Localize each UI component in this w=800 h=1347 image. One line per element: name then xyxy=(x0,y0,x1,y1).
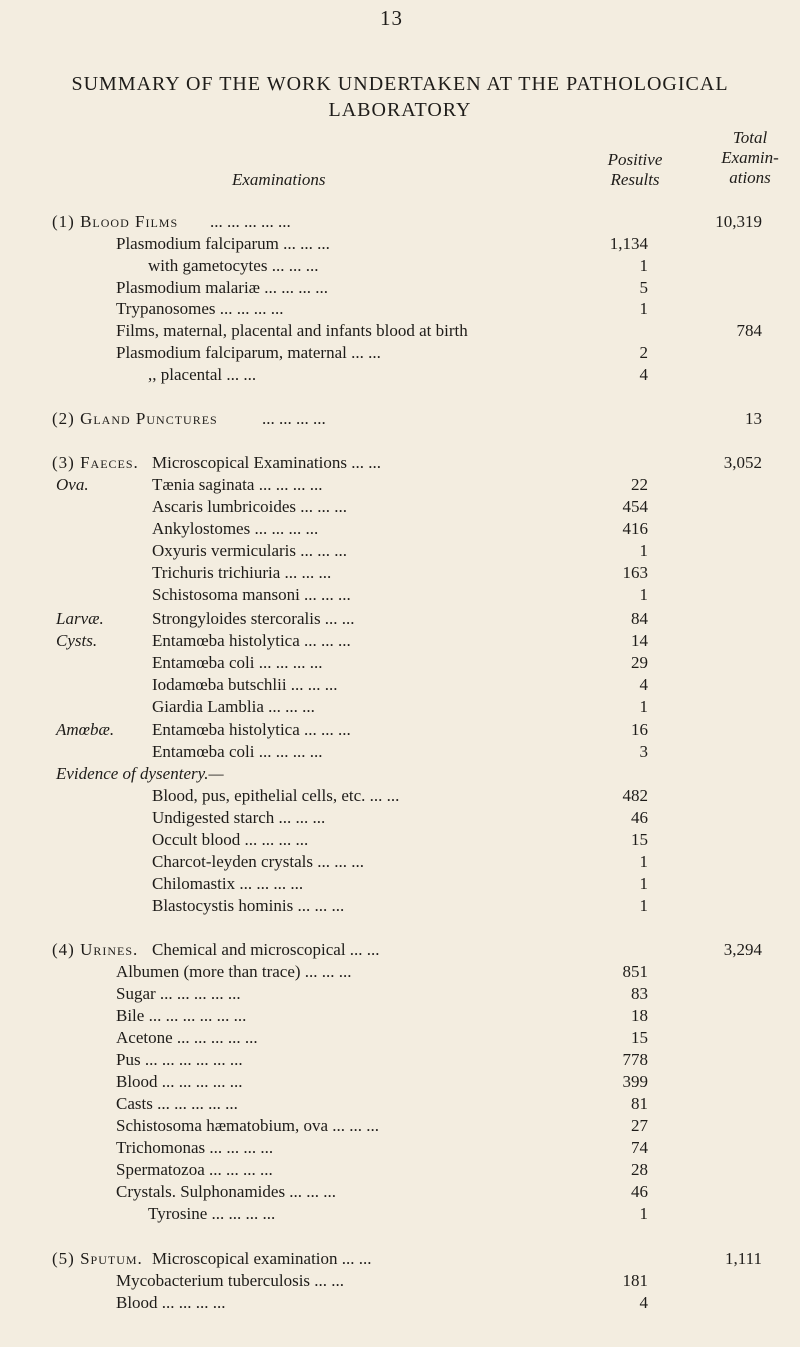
header-total-line2: Examin- xyxy=(721,148,779,167)
positive-results-value: 81 xyxy=(631,1094,648,1113)
row-category: (3) Faeces. xyxy=(52,453,139,472)
table-row xyxy=(0,1071,800,1095)
positive-results-value: 1,134 xyxy=(609,234,648,253)
positive-results-value: 163 xyxy=(622,563,648,582)
table-row xyxy=(0,408,800,432)
table-row xyxy=(0,255,800,279)
positive-results-value: 5 xyxy=(639,278,648,297)
row-label: Pus ... ... ... ... ... ... xyxy=(116,1050,243,1069)
row-category: Evidence of dysentery.— xyxy=(56,764,224,783)
total-examinations-value: 13 xyxy=(745,409,762,428)
table-row xyxy=(0,452,800,476)
table-row xyxy=(0,608,800,632)
table-row xyxy=(0,741,800,765)
table-row xyxy=(0,851,800,875)
header-total-examinations xyxy=(690,128,800,188)
table-row xyxy=(0,961,800,985)
table-row xyxy=(0,1093,800,1117)
header-positive-results xyxy=(580,150,690,190)
row-label: Chilomastix ... ... ... ... xyxy=(152,874,304,893)
table-row xyxy=(0,1027,800,1051)
positive-results-value: 18 xyxy=(631,1006,648,1025)
row-category: (1) Blood Films xyxy=(52,212,179,231)
table-row xyxy=(0,1159,800,1183)
positive-results-value: 399 xyxy=(622,1072,648,1091)
row-category: (2) Gland Punctures xyxy=(52,409,218,428)
row-label: Giardia Lamblia ... ... ... xyxy=(152,697,315,716)
positive-results-value: 1 xyxy=(639,697,648,716)
positive-results-value: 181 xyxy=(622,1271,648,1290)
table-row xyxy=(0,233,800,257)
page-number: 13 xyxy=(380,6,403,30)
positive-results-value: 4 xyxy=(639,365,648,384)
positive-results-value: 1 xyxy=(639,299,648,318)
row-label: ,, placental ... ... xyxy=(148,365,257,384)
row-label: Blood ... ... ... ... ... xyxy=(116,1072,243,1091)
row-label: Strongyloides stercoralis ... ... xyxy=(152,609,355,628)
table-row xyxy=(0,1049,800,1073)
table-row xyxy=(0,298,800,322)
row-label: Tyrosine ... ... ... ... xyxy=(148,1204,276,1223)
row-label: Trichuris trichiuria ... ... ... xyxy=(152,563,332,582)
table-row xyxy=(0,562,800,586)
table-row xyxy=(0,1270,800,1294)
row-label: Crystals. Sulphonamides ... ... ... xyxy=(116,1182,337,1201)
table-row xyxy=(0,696,800,720)
row-label: Oxyuris vermicularis ... ... ... xyxy=(152,541,347,560)
row-label: Blood ... ... ... ... xyxy=(116,1293,226,1312)
table-row xyxy=(0,540,800,564)
row-label: Occult blood ... ... ... ... xyxy=(152,830,309,849)
positive-results-value: 454 xyxy=(622,497,648,516)
row-label: Tænia saginata ... ... ... ... xyxy=(152,475,323,494)
total-examinations-value: 1,111 xyxy=(725,1249,762,1268)
row-label: Bile ... ... ... ... ... ... xyxy=(116,1006,247,1025)
table-row xyxy=(0,983,800,1007)
positive-results-value: 22 xyxy=(631,475,648,494)
positive-results-value: 3 xyxy=(639,742,648,761)
total-examinations-value: 3,294 xyxy=(723,940,762,959)
positive-results-value: 416 xyxy=(622,519,648,538)
positive-results-value: 778 xyxy=(622,1050,648,1069)
table-row xyxy=(0,518,800,542)
table-row xyxy=(0,939,800,963)
total-examinations-value: 3,052 xyxy=(723,453,762,472)
positive-results-value: 84 xyxy=(631,609,648,628)
table-row xyxy=(0,1137,800,1161)
row-label: ... ... ... ... xyxy=(262,409,326,428)
table-row xyxy=(0,829,800,853)
row-label: Ankylostomes ... ... ... ... xyxy=(152,519,319,538)
row-category: (4) Urines. xyxy=(52,940,139,959)
row-category: Cysts. xyxy=(56,631,98,650)
row-label: Ascaris lumbricoides ... ... ... xyxy=(152,497,347,516)
page-title: SUMMARY OF THE WORK UNDERTAKEN AT THE PATHOLOGICAL xyxy=(71,73,729,95)
row-label: Chemical and microscopical ... ... xyxy=(152,940,380,959)
row-label: Trichomonas ... ... ... ... xyxy=(116,1138,274,1157)
positive-results-value: 29 xyxy=(631,653,648,672)
row-label: with gametocytes ... ... ... xyxy=(148,256,319,275)
row-label: Mycobacterium tuberculosis ... ... xyxy=(116,1271,345,1290)
table-row xyxy=(0,873,800,897)
header-examinations: Examinations xyxy=(232,170,326,189)
table-row xyxy=(0,652,800,676)
positive-results-value: 15 xyxy=(631,830,648,849)
row-label: Trypanosomes ... ... ... ... xyxy=(116,299,284,318)
positive-results-value: 83 xyxy=(631,984,648,1003)
table-row xyxy=(0,211,800,235)
header-total-line1: Total xyxy=(732,128,768,147)
table-row xyxy=(0,763,800,787)
row-label: Entamœba histolytica ... ... ... xyxy=(152,720,351,739)
positive-results-value: 15 xyxy=(631,1028,648,1047)
positive-results-value: 482 xyxy=(622,786,648,805)
table-row xyxy=(0,364,800,388)
positive-results-value: 1 xyxy=(639,852,648,871)
positive-results-value: 28 xyxy=(631,1160,648,1179)
table-row xyxy=(0,895,800,919)
row-label: Blood, pus, epithelial cells, etc. ... ... xyxy=(152,786,400,805)
table-row xyxy=(0,496,800,520)
row-label: Plasmodium falciparum, maternal ... ... xyxy=(116,343,381,362)
row-category: Ova. xyxy=(56,475,89,494)
row-label: Schistosoma mansoni ... ... ... xyxy=(152,585,351,604)
positive-results-value: 16 xyxy=(631,720,648,739)
row-label: Plasmodium malariæ ... ... ... ... xyxy=(116,278,329,297)
table-row xyxy=(0,342,800,366)
header-positive-line1: Positive xyxy=(607,150,663,169)
table-row xyxy=(0,1292,800,1316)
table-row xyxy=(0,1115,800,1139)
table-row xyxy=(0,320,800,344)
positive-results-value: 1 xyxy=(639,256,648,275)
table-row xyxy=(0,785,800,809)
row-label: Plasmodium falciparum ... ... ... xyxy=(116,234,330,253)
row-label: Albumen (more than trace) ... ... ... xyxy=(116,962,352,981)
row-category: Larvæ. xyxy=(56,609,104,628)
table-row xyxy=(0,1248,800,1272)
row-label: Blastocystis hominis ... ... ... xyxy=(152,896,345,915)
positive-results-value: 46 xyxy=(631,808,648,827)
row-label: Microscopical examination ... ... xyxy=(152,1249,372,1268)
row-label: Entamœba coli ... ... ... ... xyxy=(152,742,323,761)
positive-results-value: 1 xyxy=(639,1204,648,1223)
positive-results-value: 1 xyxy=(639,541,648,560)
row-label: Iodamœba butschlii ... ... ... xyxy=(152,675,338,694)
row-label: Films, maternal, placental and infants blood at birth xyxy=(116,321,468,340)
row-label: Acetone ... ... ... ... ... xyxy=(116,1028,258,1047)
positive-results-value: 1 xyxy=(639,896,648,915)
table-row xyxy=(0,630,800,654)
row-label: Spermatozoa ... ... ... ... xyxy=(116,1160,273,1179)
positive-results-value: 4 xyxy=(639,675,648,694)
header-positive-line2: Results xyxy=(610,170,660,189)
positive-results-value: 46 xyxy=(631,1182,648,1201)
total-examinations-value: 10,319 xyxy=(715,212,762,231)
row-label: Entamœba histolytica ... ... ... xyxy=(152,631,351,650)
positive-results-value: 851 xyxy=(622,962,648,981)
table-row xyxy=(0,1005,800,1029)
positive-results-value: 2 xyxy=(639,343,648,362)
row-label: Charcot-leyden crystals ... ... ... xyxy=(152,852,364,871)
table-row xyxy=(0,674,800,698)
row-label: ... ... ... ... ... xyxy=(210,212,291,231)
row-label: Entamœba coli ... ... ... ... xyxy=(152,653,323,672)
positive-results-value: 74 xyxy=(631,1138,648,1157)
positive-results-value: 14 xyxy=(631,631,648,650)
table-row xyxy=(0,584,800,608)
positive-results-value: 27 xyxy=(631,1116,648,1135)
positive-results-value: 1 xyxy=(639,585,648,604)
row-label: Microscopical Examinations ... ... xyxy=(152,453,381,472)
positive-results-value: 1 xyxy=(639,874,648,893)
page-subtitle: LABORATORY xyxy=(328,99,472,121)
row-label: Sugar ... ... ... ... ... xyxy=(116,984,241,1003)
header-total-line3: ations xyxy=(729,168,771,187)
row-label: Casts ... ... ... ... ... xyxy=(116,1094,238,1113)
table-row xyxy=(0,1181,800,1205)
row-category: (5) Sputum. xyxy=(52,1249,143,1268)
table-row xyxy=(0,719,800,743)
table-row xyxy=(0,1203,800,1227)
row-label: Undigested starch ... ... ... xyxy=(152,808,326,827)
positive-results-value: 4 xyxy=(639,1293,648,1312)
total-examinations-value: 784 xyxy=(736,321,762,340)
row-label: Schistosoma hæmatobium, ova ... ... ... xyxy=(116,1116,380,1135)
table-row xyxy=(0,807,800,831)
row-category: Amœbæ. xyxy=(56,720,115,739)
table-row xyxy=(0,474,800,498)
